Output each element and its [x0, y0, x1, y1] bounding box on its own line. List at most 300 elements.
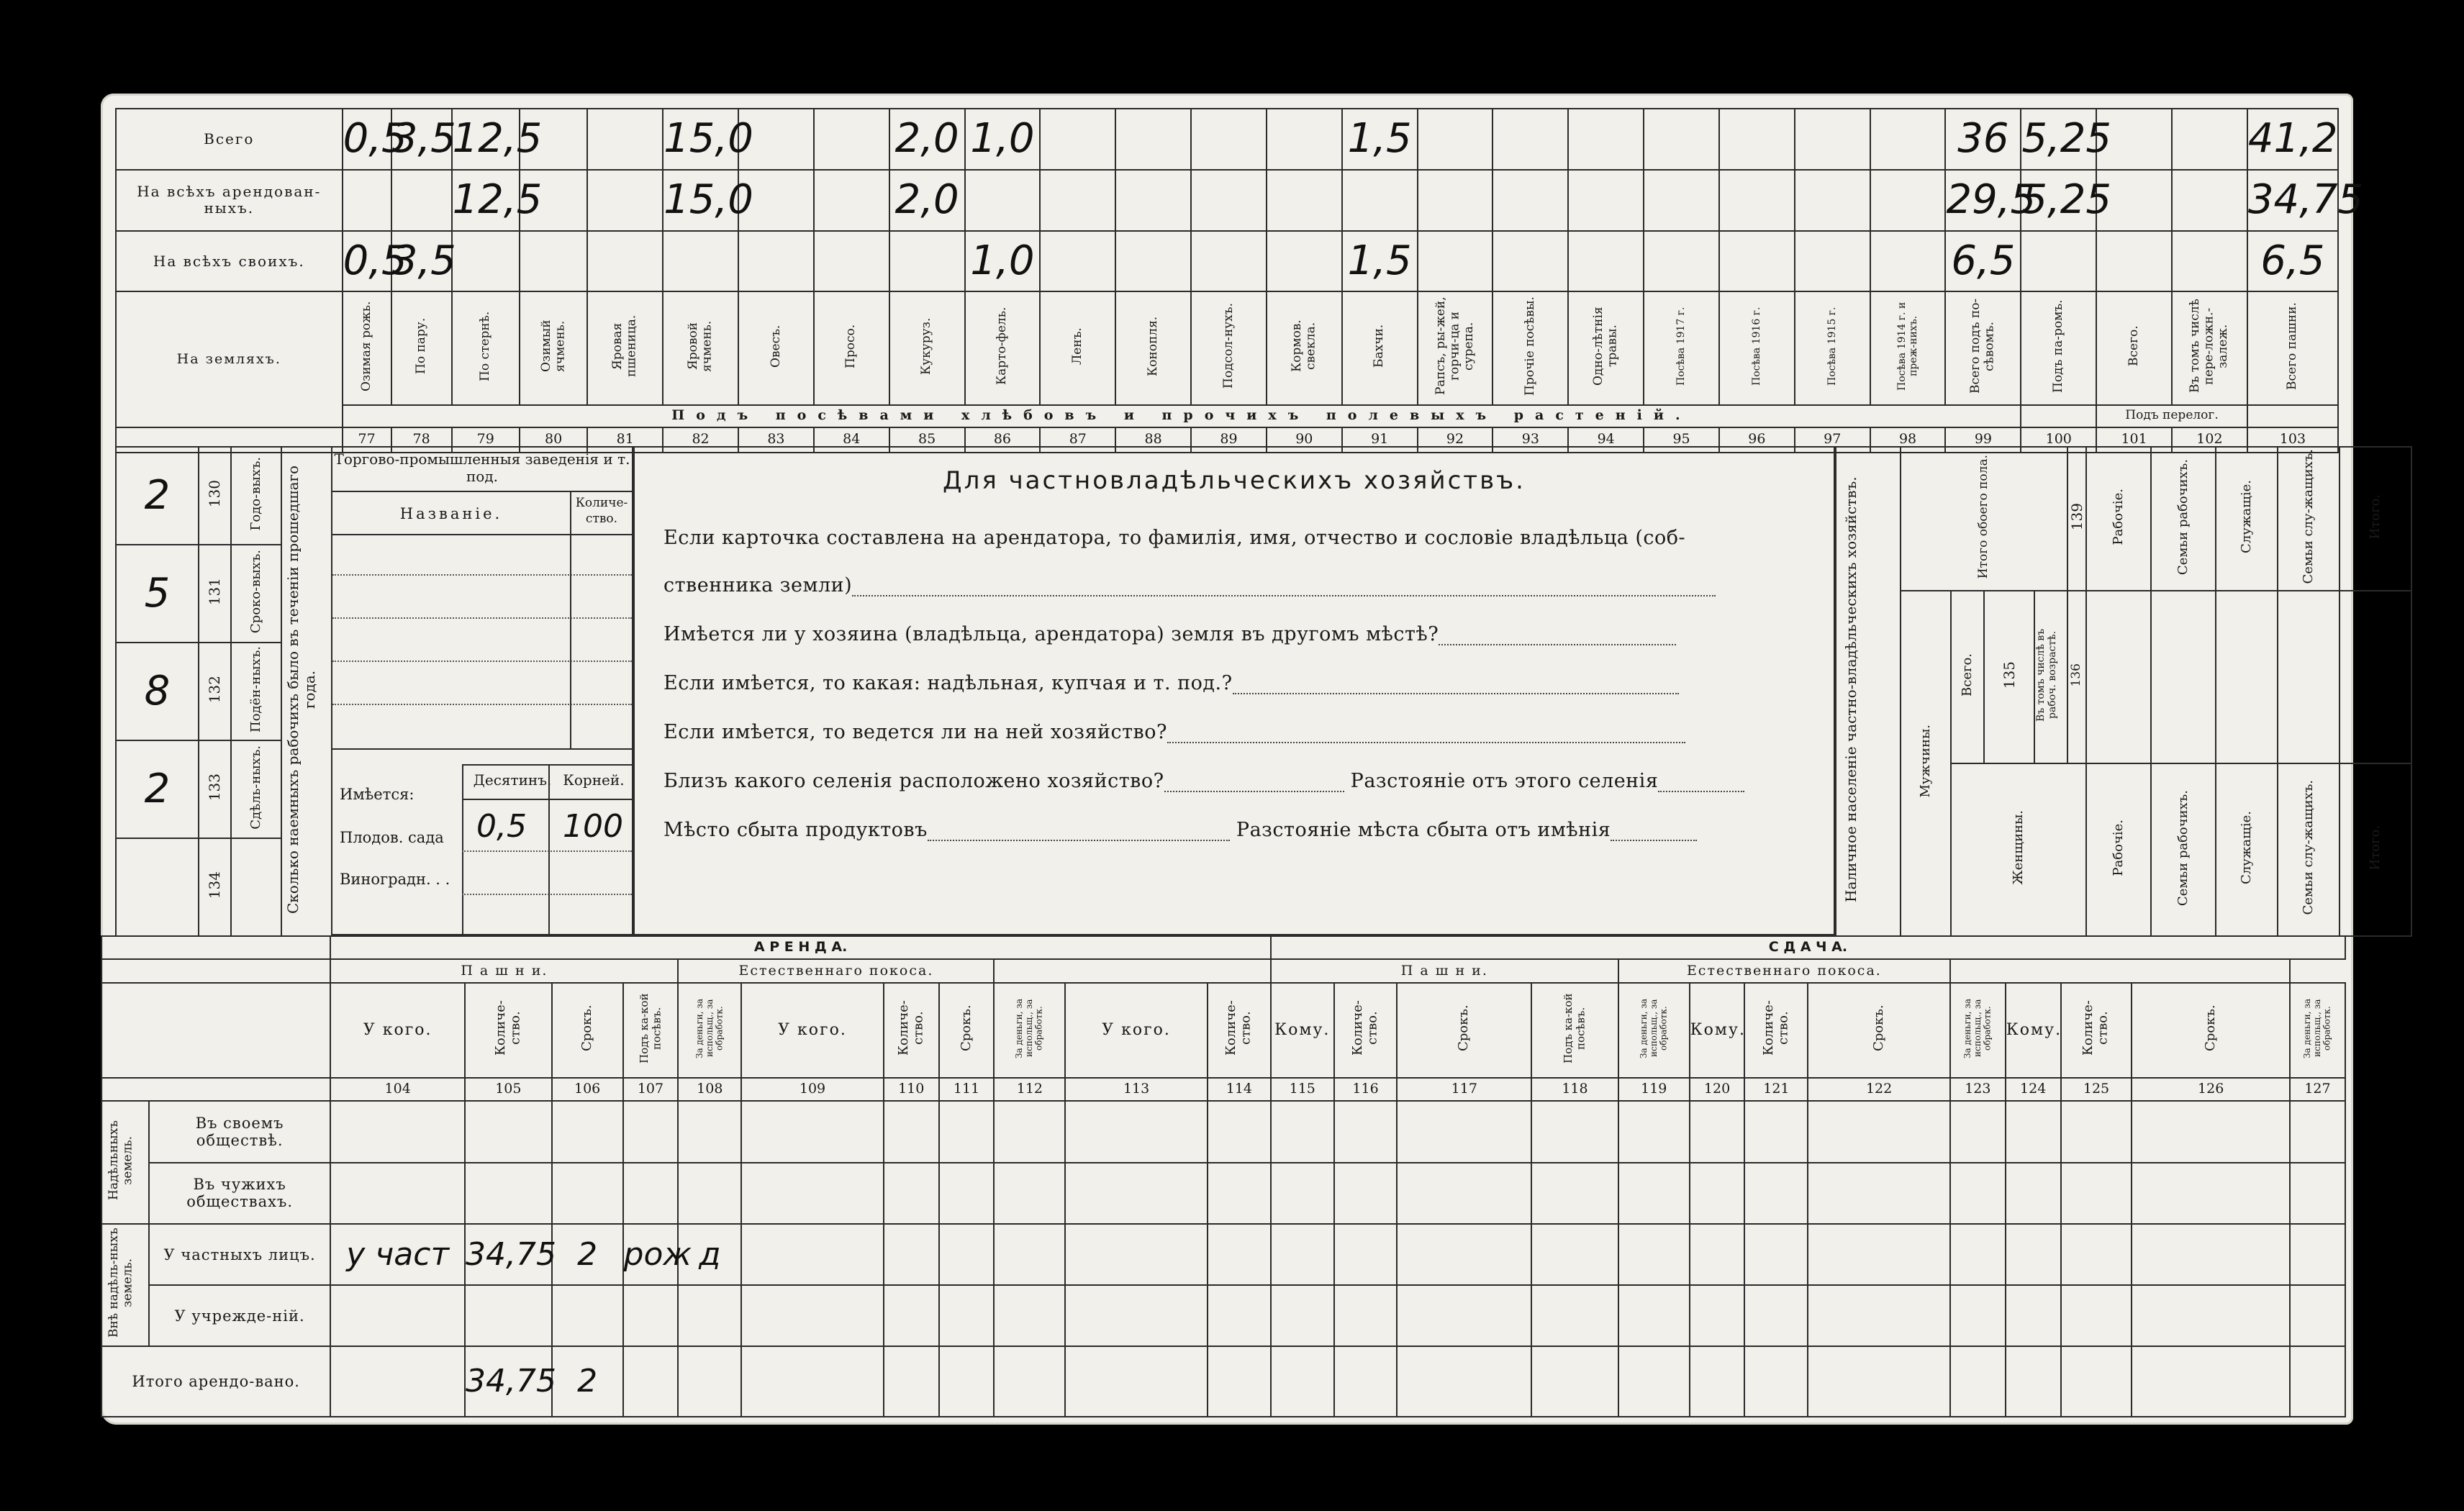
handwritten-cell [1342, 109, 1418, 170]
rent-cell [623, 1101, 679, 1162]
rent-cell [330, 1285, 465, 1346]
rent-cell [1808, 1101, 1950, 1162]
rent-cell [678, 1346, 741, 1417]
handwritten-cell [2247, 231, 2338, 292]
col-number: 78 [391, 427, 452, 453]
crop-header-label: По стернѣ. [477, 311, 492, 381]
worker-value: 2 [116, 447, 199, 545]
handwritten-cell [1040, 109, 1115, 170]
census-card [101, 94, 2383, 1425]
handwritten-value: 12,5 [452, 115, 543, 163]
rent-col-label: Кому. [2006, 1021, 2062, 1040]
rent-cell [2290, 1163, 2345, 1224]
question-village [663, 770, 1744, 792]
col-number: 121 [1744, 1078, 1808, 1101]
col-number: 118 [1531, 1078, 1618, 1101]
rent-col-header [994, 983, 1065, 1078]
rent-cell [2061, 1163, 2132, 1224]
crop-header [1719, 291, 1795, 404]
rent-col-label: У кого. [778, 1021, 847, 1040]
handwritten-value: 29,5 [1946, 176, 2037, 224]
handwritten-value: 1,0 [970, 237, 1035, 285]
rent-col-header [884, 983, 939, 1078]
worker-type-label: Годо-выхъ. [248, 456, 263, 531]
handwritten-cell [1719, 109, 1795, 170]
crop-header [452, 291, 520, 404]
question-other-land [663, 623, 1676, 645]
col-number: 115 [1271, 1078, 1334, 1101]
rent-cell [623, 1163, 679, 1224]
crop-header-label: Бахчи. [1372, 325, 1387, 368]
rent-cell [884, 1101, 939, 1162]
rent-col-label: Количе-ство. [1223, 1000, 1254, 1056]
handwritten-cell [965, 109, 1041, 170]
hired-workers-label: Сколько наемныхъ рабочихъ было въ теченіи прошедшаго года. [284, 465, 318, 914]
rent-col-header [939, 983, 995, 1078]
handwritten-cell [1568, 231, 1644, 292]
rent-cell [552, 1163, 623, 1224]
trade-block [331, 446, 633, 935]
crop-header-label: Рапсъ, ры-жей, горчи-ца и сурепа. [1433, 296, 1476, 396]
land-group-label: Внѣ надѣль-ныхъ земель. [106, 1228, 135, 1338]
handwritten-value: 36 [1957, 115, 2009, 163]
rent-cell [1950, 1346, 2006, 1417]
rent-cell [330, 1163, 465, 1224]
orchard-row-label: Виноградн. . . [340, 871, 450, 888]
question-land-type [663, 672, 1679, 694]
trade-header: Торгово-промышленныя заведенія и т. под. [334, 450, 630, 485]
handwritten-cell [1493, 170, 1568, 231]
worker-value: 8 [116, 643, 199, 740]
crop-header [663, 291, 738, 404]
rent-cell [1808, 1163, 1950, 1224]
handwritten-value: 34,75 [465, 1235, 556, 1273]
handwritten-cell [1644, 170, 1719, 231]
crop-header [2247, 291, 2338, 404]
handwritten-cell [587, 231, 663, 292]
crop-header [391, 291, 452, 404]
crop-header [738, 291, 814, 404]
rent-cell [1271, 1224, 1334, 1285]
crop-header-label: Посѣва 1916 г. [1751, 307, 1763, 386]
col-number: 103 [2247, 427, 2338, 453]
rent-cell [1065, 1285, 1208, 1346]
rent-cell [465, 1101, 552, 1162]
sdacha-band: С Д А Ч А. [1271, 936, 2345, 959]
rent-col-header [1690, 983, 1745, 1078]
crop-header [1568, 291, 1644, 404]
col-number: 111 [939, 1078, 995, 1101]
rent-col-label: Срокъ. [1456, 1004, 1472, 1052]
rent-cell [1618, 1101, 1690, 1162]
col-number: 86 [965, 427, 1041, 453]
question-market [663, 819, 1697, 841]
rent-cell [939, 1285, 995, 1346]
col-number: 112 [994, 1078, 1065, 1101]
handwritten-cell [391, 231, 456, 292]
handwritten-cell [889, 170, 965, 231]
crop-header-label: Яровая пшеница. [610, 315, 639, 378]
crop-header-label: Посѣва 1917 г. [1675, 307, 1688, 386]
private-farm-title: Для частновладѣльческихъ хозяйствъ. [943, 466, 1526, 495]
top-section [115, 108, 2364, 453]
col-number: 133 [206, 773, 223, 802]
rent-cell [1065, 1101, 1208, 1162]
crop-header-label: Прочіе посѣвы. [1523, 296, 1538, 396]
rent-col-header [623, 983, 679, 1078]
rent-cell [2290, 1224, 2345, 1285]
staff-col-header: Итого. [2367, 825, 2383, 871]
rent-cell [552, 1346, 623, 1417]
rent-cell [1334, 1224, 1398, 1285]
rent-table [101, 935, 2346, 1417]
handwritten-cell [452, 109, 543, 170]
rent-cell [939, 1163, 995, 1224]
rent-col-label: Количе-ство. [1349, 1000, 1380, 1056]
handwritten-value: д [699, 1235, 721, 1273]
crop-header [2021, 291, 2096, 404]
rent-cell [2006, 1101, 2061, 1162]
handwritten-cell [1191, 170, 1267, 231]
crop-header-label: Озимый ячмень. [538, 319, 568, 373]
col-number: 136 [2069, 663, 2084, 687]
rent-cell [939, 1346, 995, 1417]
rent-col-label: Подъ ка-кой посѣвъ. [637, 993, 663, 1063]
crop-header-label: По пару. [413, 318, 428, 375]
handwritten-value: 15,0 [663, 115, 753, 163]
rent-cell [465, 1346, 556, 1417]
crop-header-label: Одно-лѣтнія травы. [1591, 307, 1620, 386]
crop-header-label: Кормов. свекла. [1289, 319, 1318, 373]
rent-cell [1065, 1163, 1208, 1224]
orchard-desyat-value: 0,5 [476, 808, 527, 845]
col-number: 105 [465, 1078, 552, 1101]
crop-header-label: Озимая рожь. [358, 301, 373, 391]
pop-total-label: Всего. [1959, 653, 1975, 697]
col-number: 100 [2021, 427, 2096, 453]
handwritten-value: 0,5 [343, 115, 407, 163]
rent-col-header [2061, 983, 2132, 1078]
col-number: 116 [1334, 1078, 1398, 1101]
col-number: 108 [678, 1078, 741, 1101]
rent-cell [994, 1285, 1065, 1346]
rent-col-label: Количе-ство. [1760, 1000, 1791, 1056]
handwritten-value: 6,5 [1951, 237, 2016, 285]
col-number: 96 [1719, 427, 1795, 453]
rent-cell [2006, 1346, 2061, 1417]
handwritten-value: 3,5 [391, 115, 456, 163]
rent-col-header [2132, 983, 2290, 1078]
col-number: 81 [587, 427, 663, 453]
crop-header-label: Подсол-нухъ. [1220, 303, 1236, 389]
rent-cell [1690, 1346, 1745, 1417]
handwritten-cell [1644, 231, 1719, 292]
rent-cell [1744, 1285, 1808, 1346]
question-text: Разстояніе отъ этого селенія [1350, 770, 1659, 792]
land-group-label: Надѣльныхъ земель. [106, 1120, 135, 1201]
rent-col-label: Количе-ство. [895, 1000, 926, 1056]
rent-cell [1531, 1101, 1618, 1162]
pokos-group: Естественнаго покоса. [678, 959, 994, 982]
rent-cell [1208, 1224, 1271, 1285]
rent-cell [1065, 1346, 1208, 1417]
crop-header-label: Подъ па-ромъ. [2050, 299, 2065, 393]
col-number: 77 [343, 427, 391, 453]
crop-header-label: Въ томъ числѣ пере-ложн.-залеж. [2188, 299, 2231, 394]
rent-cell [741, 1346, 884, 1417]
handwritten-cell [1191, 231, 1267, 292]
rent-col-header [1065, 983, 1208, 1078]
orchard-roots-value: 100 [563, 808, 623, 845]
rent-cell [1065, 1224, 1208, 1285]
rent-cell [2061, 1224, 2132, 1285]
handwritten-cell [1493, 109, 1568, 170]
col-number: 134 [206, 871, 223, 899]
handwritten-value: 15,0 [663, 176, 753, 224]
handwritten-cell [2247, 170, 2364, 231]
rent-cell [884, 1346, 939, 1417]
staff-col-header: Семьи рабочихъ. [2175, 458, 2191, 575]
col-number: 130 [206, 479, 223, 508]
rent-cell [741, 1101, 884, 1162]
staff-col-header: Семьи слу-жащихъ. [2300, 780, 2316, 915]
worker-value: 5 [116, 545, 199, 643]
pokos-group: Естественнаго покоса. [1618, 959, 1950, 982]
rent-cell [623, 1285, 679, 1346]
arenda-band: А Р Е Н Д А. [330, 936, 1270, 959]
crop-header-label: Карто-фель. [995, 307, 1010, 386]
handwritten-cell [2172, 231, 2247, 292]
rent-cell [465, 1285, 552, 1346]
crop-header [1870, 291, 1946, 404]
rent-cell [330, 1101, 465, 1162]
rent-cell [552, 1101, 623, 1162]
rent-cell [884, 1224, 939, 1285]
rent-cell [1808, 1346, 1950, 1417]
handwritten-cell [1418, 231, 1493, 292]
question-text: Если имѣется, то какая: надѣльная, купчая и т. под.? [663, 672, 1233, 694]
rent-cell [2061, 1101, 2132, 1162]
handwritten-cell [1115, 170, 1191, 231]
col-number: 126 [2132, 1078, 2290, 1101]
crop-header [2096, 291, 2172, 404]
crop-header [1191, 291, 1267, 404]
rent-cell [330, 1224, 465, 1285]
rent-cell [1618, 1224, 1690, 1285]
handwritten-value: 6,5 [2260, 237, 2325, 285]
rent-col-label: Кому. [1274, 1021, 1331, 1040]
handwritten-value: 1,0 [970, 115, 1035, 163]
col-number: 123 [1950, 1078, 2006, 1101]
handwritten-cell [391, 170, 452, 231]
col-number: 119 [1618, 1078, 1690, 1101]
handwritten-cell [663, 170, 753, 231]
handwritten-cell [1870, 109, 1946, 170]
rent-cell [1690, 1285, 1745, 1346]
rent-cell [1744, 1163, 1808, 1224]
crop-header [520, 291, 587, 404]
col-number: 99 [1945, 427, 2021, 453]
col-number: 93 [1493, 427, 1568, 453]
population-block [1835, 446, 2383, 935]
rent-col-header [1531, 983, 1618, 1078]
bottom-section [101, 935, 2353, 1425]
handwritten-cell [343, 231, 407, 292]
handwritten-value: у част [346, 1235, 450, 1273]
handwritten-cell [343, 170, 391, 231]
question-text: ственника земли) [663, 574, 853, 596]
rent-col-label: За деньги, за испольщ., за обработк. [1014, 998, 1044, 1058]
rent-cell [1271, 1285, 1334, 1346]
rent-row-label: У учрежде-ній. [149, 1285, 331, 1346]
rent-cell [1397, 1163, 1531, 1224]
col-number: 79 [452, 427, 520, 453]
rent-cell [1271, 1101, 1334, 1162]
handwritten-cell [1040, 231, 1115, 292]
handwritten-value: 34,75 [465, 1363, 556, 1400]
rent-col-label: Срокъ. [958, 1004, 974, 1052]
crop-header-label: Конопля. [1145, 316, 1160, 376]
total-rented-label: Итого арендо-вано. [101, 1346, 330, 1417]
rent-col-header [330, 983, 465, 1078]
handwritten-cell [965, 231, 1041, 292]
handwritten-cell [391, 109, 456, 170]
col-number: 94 [1568, 427, 1644, 453]
handwritten-cell [1870, 170, 1946, 231]
rent-col-label: Срокъ. [2202, 1004, 2218, 1052]
crop-header [1493, 291, 1568, 404]
rent-cell [2132, 1346, 2290, 1417]
rent-col-header [465, 983, 552, 1078]
rent-cell [1334, 1163, 1398, 1224]
handwritten-cell [1342, 170, 1418, 231]
rent-cell [623, 1224, 692, 1285]
rent-cell [1531, 1224, 1618, 1285]
handwritten-cell [814, 109, 889, 170]
handwritten-cell [1418, 109, 1493, 170]
question-text: Если имѣется, то ведется ли на ней хозяйство? [663, 721, 1167, 743]
col-number: 117 [1397, 1078, 1531, 1101]
rent-cell [678, 1101, 741, 1162]
pashni-group: П а ш н и. [1271, 959, 1618, 982]
rent-cell [1950, 1163, 2006, 1224]
rent-cell [330, 1346, 465, 1417]
handwritten-cell [814, 231, 889, 292]
handwritten-cell [738, 231, 814, 292]
crop-header-label: Овесъ. [768, 325, 783, 368]
crop-header [1115, 291, 1191, 404]
handwritten-cell [587, 170, 663, 231]
col-number: 84 [814, 427, 889, 453]
handwritten-cell [1945, 231, 2021, 292]
rent-cell [1808, 1224, 1950, 1285]
rent-cell [1271, 1163, 1334, 1224]
rent-col-header [1618, 983, 1690, 1078]
orchard-row-label: Плодов. сада [340, 829, 444, 846]
rent-cell [1334, 1101, 1398, 1162]
rent-cell [939, 1101, 995, 1162]
crop-band: Подъ посѣвами хлѣбовъ и прочихъ полевыхъ растеній. [343, 405, 2021, 427]
orchard-desyat-header: Десятинъ. [473, 771, 552, 789]
rent-cell [994, 1224, 1065, 1285]
handwritten-cell [1342, 231, 1418, 292]
rent-cell [2290, 1101, 2345, 1162]
question-text: Имѣется ли у хозяина (владѣльца, арендатора) земля въ другомъ мѣстѣ? [663, 623, 1439, 645]
handwritten-cell [1040, 170, 1115, 231]
trade-name-header: Названіе. [399, 505, 503, 522]
crop-header [2172, 291, 2247, 404]
rent-cell [741, 1163, 884, 1224]
col-number: 125 [2061, 1078, 2132, 1101]
worker-type-label: Сдѣль-ныхъ. [248, 745, 263, 830]
rent-cell [2132, 1163, 2290, 1224]
handwritten-cell [1719, 231, 1795, 292]
rent-cell [1808, 1285, 1950, 1346]
handwritten-value: 2 [577, 1235, 598, 1273]
handwritten-cell [1267, 109, 1342, 170]
handwritten-cell [1568, 170, 1644, 231]
handwritten-cell [1795, 170, 1870, 231]
rent-cell [1950, 1101, 2006, 1162]
col-number: 88 [1115, 427, 1191, 453]
handwritten-cell [1644, 109, 1719, 170]
rent-cell [2061, 1285, 2132, 1346]
rent-col-label: Срокъ. [1870, 1004, 1886, 1052]
handwritten-value: 5,25 [2021, 176, 2112, 224]
col-number: 135 [2000, 661, 2018, 689]
rent-col-header [2290, 983, 2345, 1078]
rent-cell [1744, 1101, 1808, 1162]
handwritten-cell [663, 109, 753, 170]
col-number: 127 [2290, 1078, 2345, 1101]
col-number: 124 [2006, 1078, 2061, 1101]
col-number: 85 [889, 427, 965, 453]
col-number: 114 [1208, 1078, 1271, 1101]
rent-col-label: За деньги, за испольщ., за обработк. [1962, 998, 1993, 1058]
rent-cell [1208, 1163, 1271, 1224]
rent-cell [1271, 1346, 1334, 1417]
col-number: 101 [2096, 427, 2172, 453]
col-number: 139 [2067, 502, 2085, 531]
col-number: 102 [2172, 427, 2247, 453]
handwritten-value: 1,5 [1347, 237, 1412, 285]
handwritten-cell [2096, 231, 2172, 292]
crop-header [1267, 291, 1342, 404]
rent-cell [2132, 1224, 2290, 1285]
handwritten-value: 12,5 [452, 176, 543, 224]
rent-col-header [552, 983, 623, 1078]
crop-header-label: Всего подъ по-сѣвомъ. [1968, 299, 1997, 394]
rent-cell [884, 1163, 939, 1224]
crop-header [1040, 291, 1115, 404]
crop-header-label: Посѣва 1915 г. [1826, 307, 1839, 386]
rent-col-label: За деньги, за испольщ., за обработк. [694, 998, 725, 1058]
trade-qty-header: Количе-ство. [575, 496, 628, 527]
handwritten-cell [663, 231, 738, 292]
handwritten-value: 0,5 [343, 237, 407, 285]
population-label: Наличное населеніе частно-владѣльческихъ хозяйствъ. [1842, 476, 1860, 902]
pop-men-label: Мужчины. [1917, 725, 1933, 798]
handwritten-cell [1945, 170, 2037, 231]
rent-cell [1950, 1224, 2006, 1285]
col-number: 106 [552, 1078, 623, 1101]
handwritten-cell [1115, 109, 1191, 170]
row-label: На всѣхъ своихъ. [116, 231, 343, 292]
crop-header-label: Посѣва 1914 г. и преж-нихъ. [1895, 301, 1920, 391]
handwritten-cell [1493, 231, 1568, 292]
orchard-has-label: Имѣется: [340, 786, 415, 803]
crop-header [965, 291, 1041, 404]
